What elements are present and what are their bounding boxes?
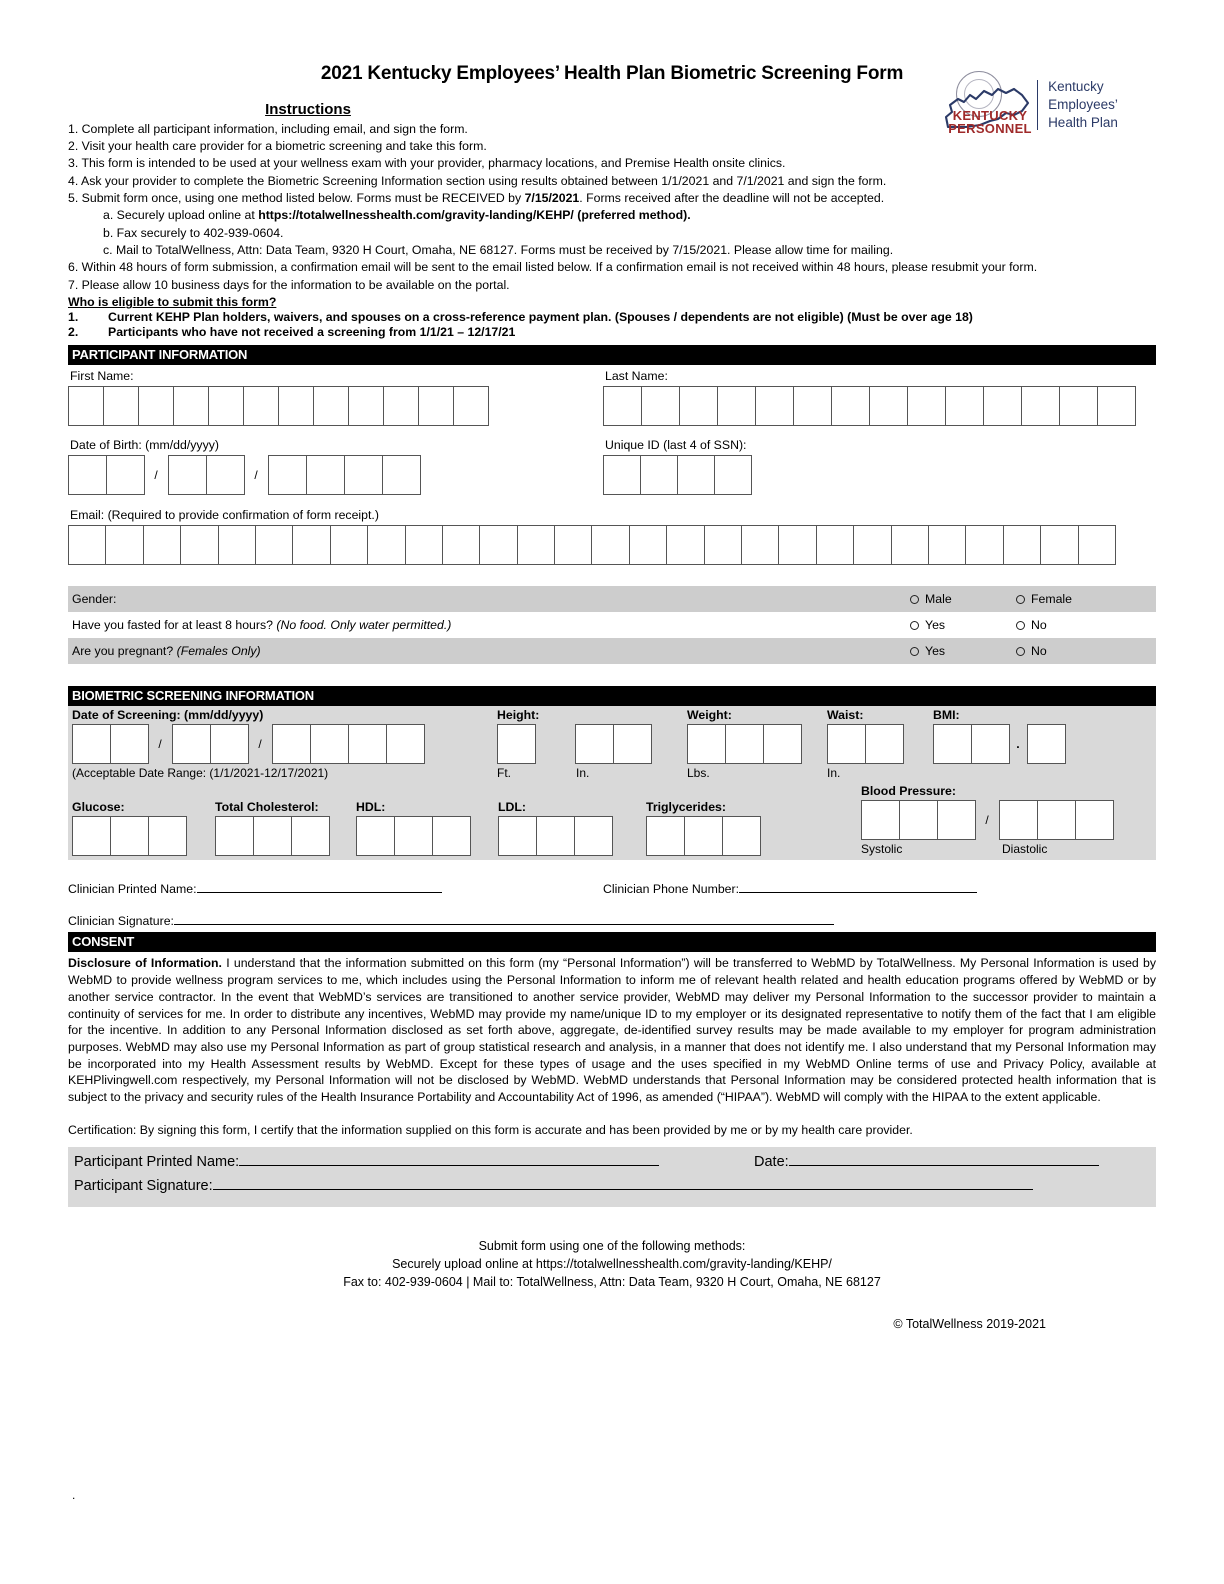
character-box[interactable] bbox=[313, 386, 349, 426]
character-box[interactable] bbox=[684, 816, 723, 856]
character-box[interactable] bbox=[1059, 386, 1098, 426]
dob-input[interactable] bbox=[68, 455, 603, 495]
glucose-label: Glucose: bbox=[72, 800, 125, 815]
character-box[interactable] bbox=[72, 724, 111, 764]
participant-questions bbox=[68, 586, 1156, 664]
biometric-labs-row bbox=[72, 780, 1152, 856]
total-cholesterol-group bbox=[215, 798, 356, 856]
waist-label: Waist: bbox=[827, 708, 864, 723]
participant-signature-label: Participant Signature: bbox=[74, 1177, 213, 1194]
participant-name-label: Participant Printed Name: bbox=[74, 1153, 240, 1170]
hdl-label: HDL: bbox=[356, 800, 386, 815]
character-box[interactable] bbox=[442, 525, 480, 565]
blood-pressure-label: Blood Pressure: bbox=[861, 784, 956, 799]
instruction-item-3: 3. This form is intended to be used at your wellness exam with your provider, pharmacy locations, and Premise Health onsite clinics. bbox=[68, 156, 786, 171]
character-box[interactable] bbox=[208, 386, 244, 426]
screening-date-input[interactable] bbox=[72, 724, 497, 764]
character-box[interactable] bbox=[310, 724, 349, 764]
character-box[interactable] bbox=[405, 525, 443, 565]
participant-name-field[interactable] bbox=[74, 1154, 754, 1170]
instruction-item-5c: c. Mail to TotalWellness, Attn: Data Team, 9320 H Court, Omaha, NE 68127. Forms must be received by 7/15/2021. Please allow time for mailing. bbox=[103, 242, 894, 257]
participant-signature-field[interactable] bbox=[74, 1178, 1033, 1194]
character-box[interactable] bbox=[292, 525, 330, 565]
eligibility-1-text: Current KEHP Plan holders, waivers, and spouses on a cross-reference payment plan. (Spouses / dependents are not eligible) (Must be over age 18) bbox=[108, 310, 973, 325]
gender-question-row bbox=[68, 586, 1156, 612]
screening-date-label: Date of Screening: (mm/dd/yyyy) bbox=[72, 708, 264, 723]
instruction-item-1: 1. Complete all participant information, including email, and sign the form. bbox=[68, 121, 468, 136]
triglycerides-label: Triglycerides: bbox=[646, 800, 726, 815]
character-box[interactable] bbox=[853, 525, 891, 565]
character-box[interactable] bbox=[865, 724, 904, 764]
pregnant-label-text: Are you pregnant? bbox=[72, 644, 177, 659]
clinician-phone-line[interactable] bbox=[739, 892, 977, 893]
character-box[interactable] bbox=[603, 455, 641, 495]
gender-female-label: Female bbox=[1031, 592, 1073, 607]
biometric-measurements-row bbox=[72, 706, 1152, 780]
trailing-mark: . bbox=[72, 1488, 76, 1502]
systolic-caption: Systolic bbox=[861, 842, 903, 857]
character-box[interactable] bbox=[168, 455, 207, 495]
ldl-group bbox=[498, 798, 646, 856]
character-box[interactable] bbox=[356, 816, 395, 856]
waist-unit: In. bbox=[827, 766, 841, 781]
dob-day-input[interactable] bbox=[168, 455, 244, 495]
character-box[interactable] bbox=[971, 724, 1010, 764]
weight-group bbox=[687, 706, 827, 780]
character-box[interactable] bbox=[1097, 386, 1136, 426]
ldl-label: LDL: bbox=[498, 800, 526, 815]
character-box[interactable] bbox=[965, 525, 1003, 565]
instructions-heading: Instructions bbox=[265, 101, 351, 118]
dob-year-input[interactable] bbox=[268, 455, 420, 495]
unique-id-label: Unique ID (last 4 of SSN): bbox=[605, 438, 747, 453]
character-box[interactable] bbox=[272, 724, 311, 764]
character-box[interactable] bbox=[907, 386, 946, 426]
pregnant-option-yes[interactable] bbox=[910, 644, 1016, 658]
character-box[interactable] bbox=[367, 525, 405, 565]
biometric-body bbox=[68, 706, 1156, 860]
dob-id-row bbox=[68, 426, 1156, 495]
eligibility-2-number: 2. bbox=[68, 325, 79, 340]
character-box[interactable] bbox=[110, 724, 149, 764]
participant-date-field[interactable] bbox=[754, 1154, 1099, 1170]
character-box[interactable] bbox=[722, 816, 761, 856]
radio-fasting-no-icon[interactable] bbox=[1016, 621, 1025, 630]
character-box[interactable] bbox=[105, 525, 143, 565]
glucose-group bbox=[72, 798, 215, 856]
character-box[interactable] bbox=[574, 816, 613, 856]
bmi-input[interactable] bbox=[933, 724, 1065, 764]
footer-submit-methods bbox=[68, 1207, 1156, 1291]
clinician-name-phone-row bbox=[68, 882, 1156, 914]
character-box[interactable] bbox=[613, 724, 652, 764]
pregnant-no-label: No bbox=[1031, 644, 1047, 659]
character-box[interactable] bbox=[110, 816, 149, 856]
character-box[interactable] bbox=[999, 800, 1038, 840]
character-box[interactable] bbox=[755, 386, 794, 426]
character-box[interactable] bbox=[1040, 525, 1078, 565]
screening-date-year-input[interactable] bbox=[272, 724, 424, 764]
character-box[interactable] bbox=[1075, 800, 1114, 840]
instruction-5-pre: 5. Submit form once, using one method listed below. Forms must be RECEIVED by bbox=[68, 190, 525, 205]
eligibility-2-text: Participants who have not received a screening from 1/1/21 – 12/17/21 bbox=[108, 325, 516, 340]
last-name-input[interactable] bbox=[603, 386, 1156, 426]
character-box[interactable] bbox=[704, 525, 742, 565]
instructions-list bbox=[68, 120, 1156, 293]
dob-separator-1: / bbox=[154, 468, 158, 483]
eligibility-1-number: 1. bbox=[68, 310, 79, 325]
character-box[interactable] bbox=[717, 386, 756, 426]
email-label: Email: (Required to provide confirmation of form receipt.) bbox=[70, 508, 379, 523]
unique-id-group bbox=[603, 434, 1156, 495]
bmi-label: BMI: bbox=[933, 708, 960, 723]
character-box[interactable] bbox=[180, 525, 218, 565]
height-feet-input[interactable] bbox=[497, 724, 535, 764]
fasting-option-no[interactable] bbox=[1016, 618, 1156, 632]
first-name-label: First Name: bbox=[70, 369, 134, 384]
character-box[interactable] bbox=[218, 525, 256, 565]
email-input[interactable] bbox=[68, 525, 1156, 565]
hdl-input[interactable] bbox=[356, 816, 498, 856]
screening-date-month-input[interactable] bbox=[72, 724, 148, 764]
character-box[interactable] bbox=[1027, 724, 1066, 764]
total-cholesterol-input[interactable] bbox=[215, 816, 356, 856]
character-box[interactable] bbox=[1021, 386, 1060, 426]
triglycerides-group bbox=[646, 798, 861, 856]
page-title: 2021 Kentucky Employees’ Health Plan Biometric Screening Form bbox=[320, 63, 904, 84]
character-box[interactable] bbox=[891, 525, 929, 565]
radio-pregnant-yes-icon[interactable] bbox=[910, 647, 919, 656]
instruction-item-2: 2. Visit your health care provider for a biometric screening and take this form. bbox=[68, 138, 487, 153]
character-box[interactable] bbox=[383, 386, 419, 426]
height-units bbox=[497, 764, 687, 780]
character-box[interactable] bbox=[816, 525, 854, 565]
fasting-no-label: No bbox=[1031, 618, 1047, 633]
blood-pressure-separator: / bbox=[985, 813, 989, 828]
character-box[interactable] bbox=[497, 724, 536, 764]
screening-date-range-note: (Acceptable Date Range: (1/1/2021-12/17/2021) bbox=[72, 766, 329, 781]
instruction-item-5b: b. Fax securely to 402-939-0604. bbox=[103, 225, 284, 240]
character-box[interactable] bbox=[869, 386, 908, 426]
participant-name-line[interactable] bbox=[239, 1165, 659, 1166]
clinician-block bbox=[68, 860, 1156, 928]
gender-option-male[interactable] bbox=[910, 592, 1016, 606]
bmi-group bbox=[933, 706, 1065, 780]
clinician-signature-label: Clinician Signature: bbox=[68, 914, 174, 929]
character-box[interactable] bbox=[210, 724, 249, 764]
pregnant-question-row bbox=[68, 638, 1156, 664]
character-box[interactable] bbox=[172, 724, 211, 764]
gender-label bbox=[72, 592, 910, 606]
character-box[interactable] bbox=[394, 816, 433, 856]
character-box[interactable] bbox=[591, 525, 629, 565]
character-box[interactable] bbox=[215, 816, 254, 856]
blood-pressure-input[interactable] bbox=[861, 800, 1113, 840]
character-box[interactable] bbox=[687, 724, 726, 764]
kentucky-personnel-logo-mark bbox=[936, 69, 1035, 141]
radio-female-icon[interactable] bbox=[1016, 595, 1025, 604]
weight-unit: Lbs. bbox=[687, 766, 710, 781]
logo-kentucky-word: KENTUCKY bbox=[952, 108, 1028, 123]
character-box[interactable] bbox=[725, 724, 764, 764]
instruction-item-4: 4. Ask your provider to complete the Biometric Screening Information section using results obtained between 1/1/2021 and 7/1/2021 and sign the form. bbox=[68, 173, 887, 188]
gender-label-text: Gender: bbox=[72, 592, 117, 607]
copyright-notice: © TotalWellness 2019-2021 bbox=[893, 1317, 1046, 1332]
character-box[interactable] bbox=[861, 800, 900, 840]
height-input[interactable] bbox=[497, 724, 687, 764]
diastolic-caption: Diastolic bbox=[1002, 842, 1048, 857]
character-box[interactable] bbox=[575, 724, 614, 764]
radio-fasting-yes-icon[interactable] bbox=[910, 621, 919, 630]
instruction-5a-url: https://totalwellnesshealth.com/gravity-landing/KEHP/ (preferred method). bbox=[258, 208, 691, 223]
character-box[interactable] bbox=[945, 386, 984, 426]
character-box[interactable] bbox=[453, 386, 489, 426]
instruction-item-5 bbox=[68, 189, 1156, 206]
blood-pressure-group bbox=[861, 782, 1113, 856]
character-box[interactable] bbox=[1078, 525, 1116, 565]
logo-plan-line2: Health Plan bbox=[1048, 115, 1118, 131]
character-box[interactable] bbox=[937, 800, 976, 840]
fasting-label bbox=[72, 618, 910, 632]
participant-signature-line[interactable] bbox=[213, 1189, 1033, 1190]
ldl-input[interactable] bbox=[498, 816, 646, 856]
footer-line-3: Fax to: 402-939-0604 | Mail to: TotalWellness, Attn: Data Team, 9320 H Court, Omaha, NE 68127 bbox=[343, 1275, 881, 1290]
unique-id-input[interactable] bbox=[603, 455, 1156, 495]
pregnant-option-no[interactable] bbox=[1016, 644, 1156, 658]
radio-pregnant-no-icon[interactable] bbox=[1016, 647, 1025, 656]
screening-date-day-input[interactable] bbox=[172, 724, 248, 764]
character-box[interactable] bbox=[793, 386, 832, 426]
character-box[interactable] bbox=[646, 816, 685, 856]
clinician-signature-line[interactable] bbox=[174, 924, 834, 925]
character-box[interactable] bbox=[382, 455, 421, 495]
character-box[interactable] bbox=[899, 800, 938, 840]
height-inches-input[interactable] bbox=[575, 724, 651, 764]
character-box[interactable] bbox=[255, 525, 293, 565]
participant-date-label: Date: bbox=[754, 1153, 789, 1170]
consent-section-header: CONSENT bbox=[68, 932, 1156, 952]
footer-line-2: Securely upload online at https://totalwellnesshealth.com/gravity-landing/KEHP/ bbox=[392, 1257, 832, 1272]
participant-section-header: PARTICIPANT INFORMATION bbox=[68, 345, 1156, 365]
character-box[interactable] bbox=[741, 525, 779, 565]
character-box[interactable] bbox=[330, 525, 368, 565]
dob-month-input[interactable] bbox=[68, 455, 144, 495]
email-group bbox=[68, 495, 1156, 565]
character-box[interactable] bbox=[278, 386, 314, 426]
character-box[interactable] bbox=[933, 724, 972, 764]
character-box[interactable] bbox=[138, 386, 174, 426]
gender-option-female[interactable] bbox=[1016, 592, 1156, 606]
character-box[interactable] bbox=[1003, 525, 1041, 565]
character-box[interactable] bbox=[554, 525, 592, 565]
glucose-input[interactable] bbox=[72, 816, 215, 856]
character-box[interactable] bbox=[641, 386, 680, 426]
character-box[interactable] bbox=[679, 386, 718, 426]
pregnant-label-italic: (Females Only) bbox=[176, 644, 261, 659]
pregnant-label bbox=[72, 644, 910, 658]
participant-signature-block bbox=[68, 1147, 1156, 1207]
clinician-name-field[interactable] bbox=[68, 882, 603, 896]
hdl-group bbox=[356, 798, 498, 856]
blood-pressure-systolic-input[interactable] bbox=[861, 800, 975, 840]
screening-date-sep-1: / bbox=[158, 737, 162, 752]
character-box[interactable] bbox=[603, 386, 642, 426]
logo-plan-line1: Kentucky Employees’ bbox=[1048, 78, 1118, 112]
dob-separator-2: / bbox=[254, 468, 258, 483]
character-box[interactable] bbox=[348, 724, 387, 764]
name-row bbox=[68, 365, 1156, 426]
character-box[interactable] bbox=[1037, 800, 1076, 840]
first-name-input[interactable] bbox=[68, 386, 603, 426]
character-box[interactable] bbox=[68, 455, 107, 495]
fasting-yes-label: Yes bbox=[925, 618, 946, 633]
instruction-5-post: . Forms received after the deadline will not be accepted. bbox=[579, 190, 885, 205]
pregnant-yes-label: Yes bbox=[925, 644, 946, 659]
bmi-decimal-point: . bbox=[1016, 737, 1020, 752]
instruction-5a-pre: a. Securely upload online at bbox=[103, 208, 259, 223]
bmi-whole-input[interactable] bbox=[933, 724, 1009, 764]
eligibility-row-2 bbox=[68, 324, 1156, 339]
character-box[interactable] bbox=[243, 386, 279, 426]
height-feet-unit: Ft. bbox=[497, 766, 511, 781]
logo-personnel-word: PERSONNEL bbox=[948, 121, 1032, 136]
consent-disclosure-lead: Disclosure of Information. bbox=[68, 956, 222, 971]
character-box[interactable] bbox=[344, 455, 383, 495]
character-box[interactable] bbox=[173, 386, 209, 426]
blood-pressure-captions bbox=[861, 840, 1113, 856]
character-box[interactable] bbox=[666, 525, 704, 565]
clinician-name-label: Clinician Printed Name: bbox=[68, 882, 197, 897]
instruction-item-7: 7. Please allow 10 business days for the information to be available on the portal. bbox=[68, 277, 510, 292]
waist-group bbox=[827, 706, 933, 780]
last-name-label: Last Name: bbox=[605, 369, 668, 384]
participant-date-line[interactable] bbox=[789, 1165, 1099, 1166]
waist-input[interactable] bbox=[827, 724, 933, 764]
participant-name-date-row bbox=[74, 1151, 1150, 1175]
character-box[interactable] bbox=[714, 455, 752, 495]
character-box[interactable] bbox=[479, 525, 517, 565]
character-box[interactable] bbox=[348, 386, 384, 426]
clinician-name-line[interactable] bbox=[197, 892, 442, 893]
fasting-question-row bbox=[68, 612, 1156, 638]
character-box[interactable] bbox=[778, 525, 816, 565]
character-box[interactable] bbox=[629, 525, 667, 565]
character-box[interactable] bbox=[268, 455, 307, 495]
character-box[interactable] bbox=[498, 816, 537, 856]
character-box[interactable] bbox=[432, 816, 471, 856]
character-box[interactable] bbox=[68, 386, 104, 426]
character-box[interactable] bbox=[72, 816, 111, 856]
height-group bbox=[497, 706, 687, 780]
gender-male-label: Male bbox=[925, 592, 952, 607]
footer-line-1: Submit form using one of the following methods: bbox=[478, 1238, 746, 1253]
clinician-phone-label: Clinician Phone Number: bbox=[603, 882, 740, 897]
consent-disclosure-text bbox=[68, 952, 1156, 1105]
character-box[interactable] bbox=[103, 386, 139, 426]
weight-input[interactable] bbox=[687, 724, 827, 764]
blood-pressure-diastolic-input[interactable] bbox=[999, 800, 1113, 840]
fasting-option-yes[interactable] bbox=[910, 618, 1016, 632]
bmi-fraction-input[interactable] bbox=[1027, 724, 1065, 764]
character-box[interactable] bbox=[536, 816, 575, 856]
character-box[interactable] bbox=[831, 386, 870, 426]
character-box[interactable] bbox=[68, 525, 106, 565]
screening-date-sep-2: / bbox=[258, 737, 262, 752]
participant-signature-row bbox=[74, 1175, 1150, 1199]
first-name-group bbox=[68, 365, 603, 426]
character-box[interactable] bbox=[928, 525, 966, 565]
last-name-group bbox=[603, 365, 1156, 426]
character-box[interactable] bbox=[386, 724, 425, 764]
weight-label: Weight: bbox=[687, 708, 732, 723]
consent-disclosure-body: I understand that the information submitted on this form (my “Personal Information”) will be transferred to WebMD by TotalWellness. My Personal Information is used by WebMD to provide wellness program services to me, which includes using the Personal Information to inform me of relevant health related and health education programs offered by WebMD or by another service contractor. In the event that WebMD’s services are transitioned to another service provider, WebMD may deliver my Personal Information to the successor provider to maintain a continuity of services for me. In order to distribute any incentives, WebMD may provide my name/unique ID to my employer or its designated representative to notify them of the fact that I am eligible for the incentive. In addition to any Personal Information disclosed as set forth above, aggregate, de-identified survey results may be made available to my employer for program administration purposes. WebMD may also use my Personal Information as part of group statistical research and analysis, in a manner that does not identify me. I also understand that my Personal Information may be incorporated into my Health Assessment results by WebMD. Except for these types of usage and the uses specified in my WebMD Online terms of use and Privacy Policy, available at KEHPlivingwell.com respectively, my Personal Information will not be disclosed by WebMD. WebMD understands that Personal Information may be considered protected health information that is subject to the privacy and security rules of the Health Insurance Portability and Accountability Act of 1996, as amended (“HIPAA”). WebMD will comply with the HIPAA to the extent applicable. bbox=[68, 956, 1156, 1105]
character-box[interactable] bbox=[983, 386, 1022, 426]
character-box[interactable] bbox=[677, 455, 715, 495]
character-box[interactable] bbox=[418, 386, 454, 426]
character-box[interactable] bbox=[827, 724, 866, 764]
fasting-label-italic: (No food. Only water permitted.) bbox=[276, 618, 452, 633]
clinician-phone-field[interactable] bbox=[603, 882, 977, 896]
character-box[interactable] bbox=[148, 816, 187, 856]
character-box[interactable] bbox=[517, 525, 555, 565]
dob-label: Date of Birth: (mm/dd/yyyy) bbox=[70, 438, 219, 453]
biometric-section-header: BIOMETRIC SCREENING INFORMATION bbox=[68, 686, 1156, 706]
certification-text: Certification: By signing this form, I certify that the information supplied on this form is accurate and has been provided by me or by my health care provider. bbox=[68, 1122, 913, 1137]
eligibility-row-1 bbox=[68, 309, 1156, 324]
height-label: Height: bbox=[497, 708, 540, 723]
character-box[interactable] bbox=[143, 525, 181, 565]
fasting-label-text: Have you fasted for at least 8 hours? bbox=[72, 618, 277, 633]
instruction-5-deadline: 7/15/2021 bbox=[524, 190, 580, 205]
kehp-logo bbox=[936, 66, 1166, 144]
instruction-item-6: 6. Within 48 hours of form submission, a confirmation email will be sent to the email listed below. If a confirmation email is not received within 48 hours, please resubmit your form. bbox=[68, 260, 1038, 275]
total-cholesterol-label: Total Cholesterol: bbox=[215, 800, 319, 815]
character-box[interactable] bbox=[106, 455, 145, 495]
radio-male-icon[interactable] bbox=[910, 595, 919, 604]
screening-date-group bbox=[72, 706, 497, 780]
triglycerides-input[interactable] bbox=[646, 816, 861, 856]
height-inches-unit: In. bbox=[576, 766, 590, 781]
character-box[interactable] bbox=[306, 455, 345, 495]
clinician-signature-field[interactable] bbox=[68, 914, 1156, 928]
logo-plan-name bbox=[1048, 78, 1166, 133]
character-box[interactable] bbox=[763, 724, 802, 764]
character-box[interactable] bbox=[640, 455, 678, 495]
instruction-item-5a bbox=[68, 207, 1156, 224]
character-box[interactable] bbox=[253, 816, 292, 856]
eligibility-heading: Who is eligible to submit this form? bbox=[68, 295, 277, 310]
character-box[interactable] bbox=[291, 816, 330, 856]
character-box[interactable] bbox=[206, 455, 245, 495]
dob-group bbox=[68, 434, 603, 495]
